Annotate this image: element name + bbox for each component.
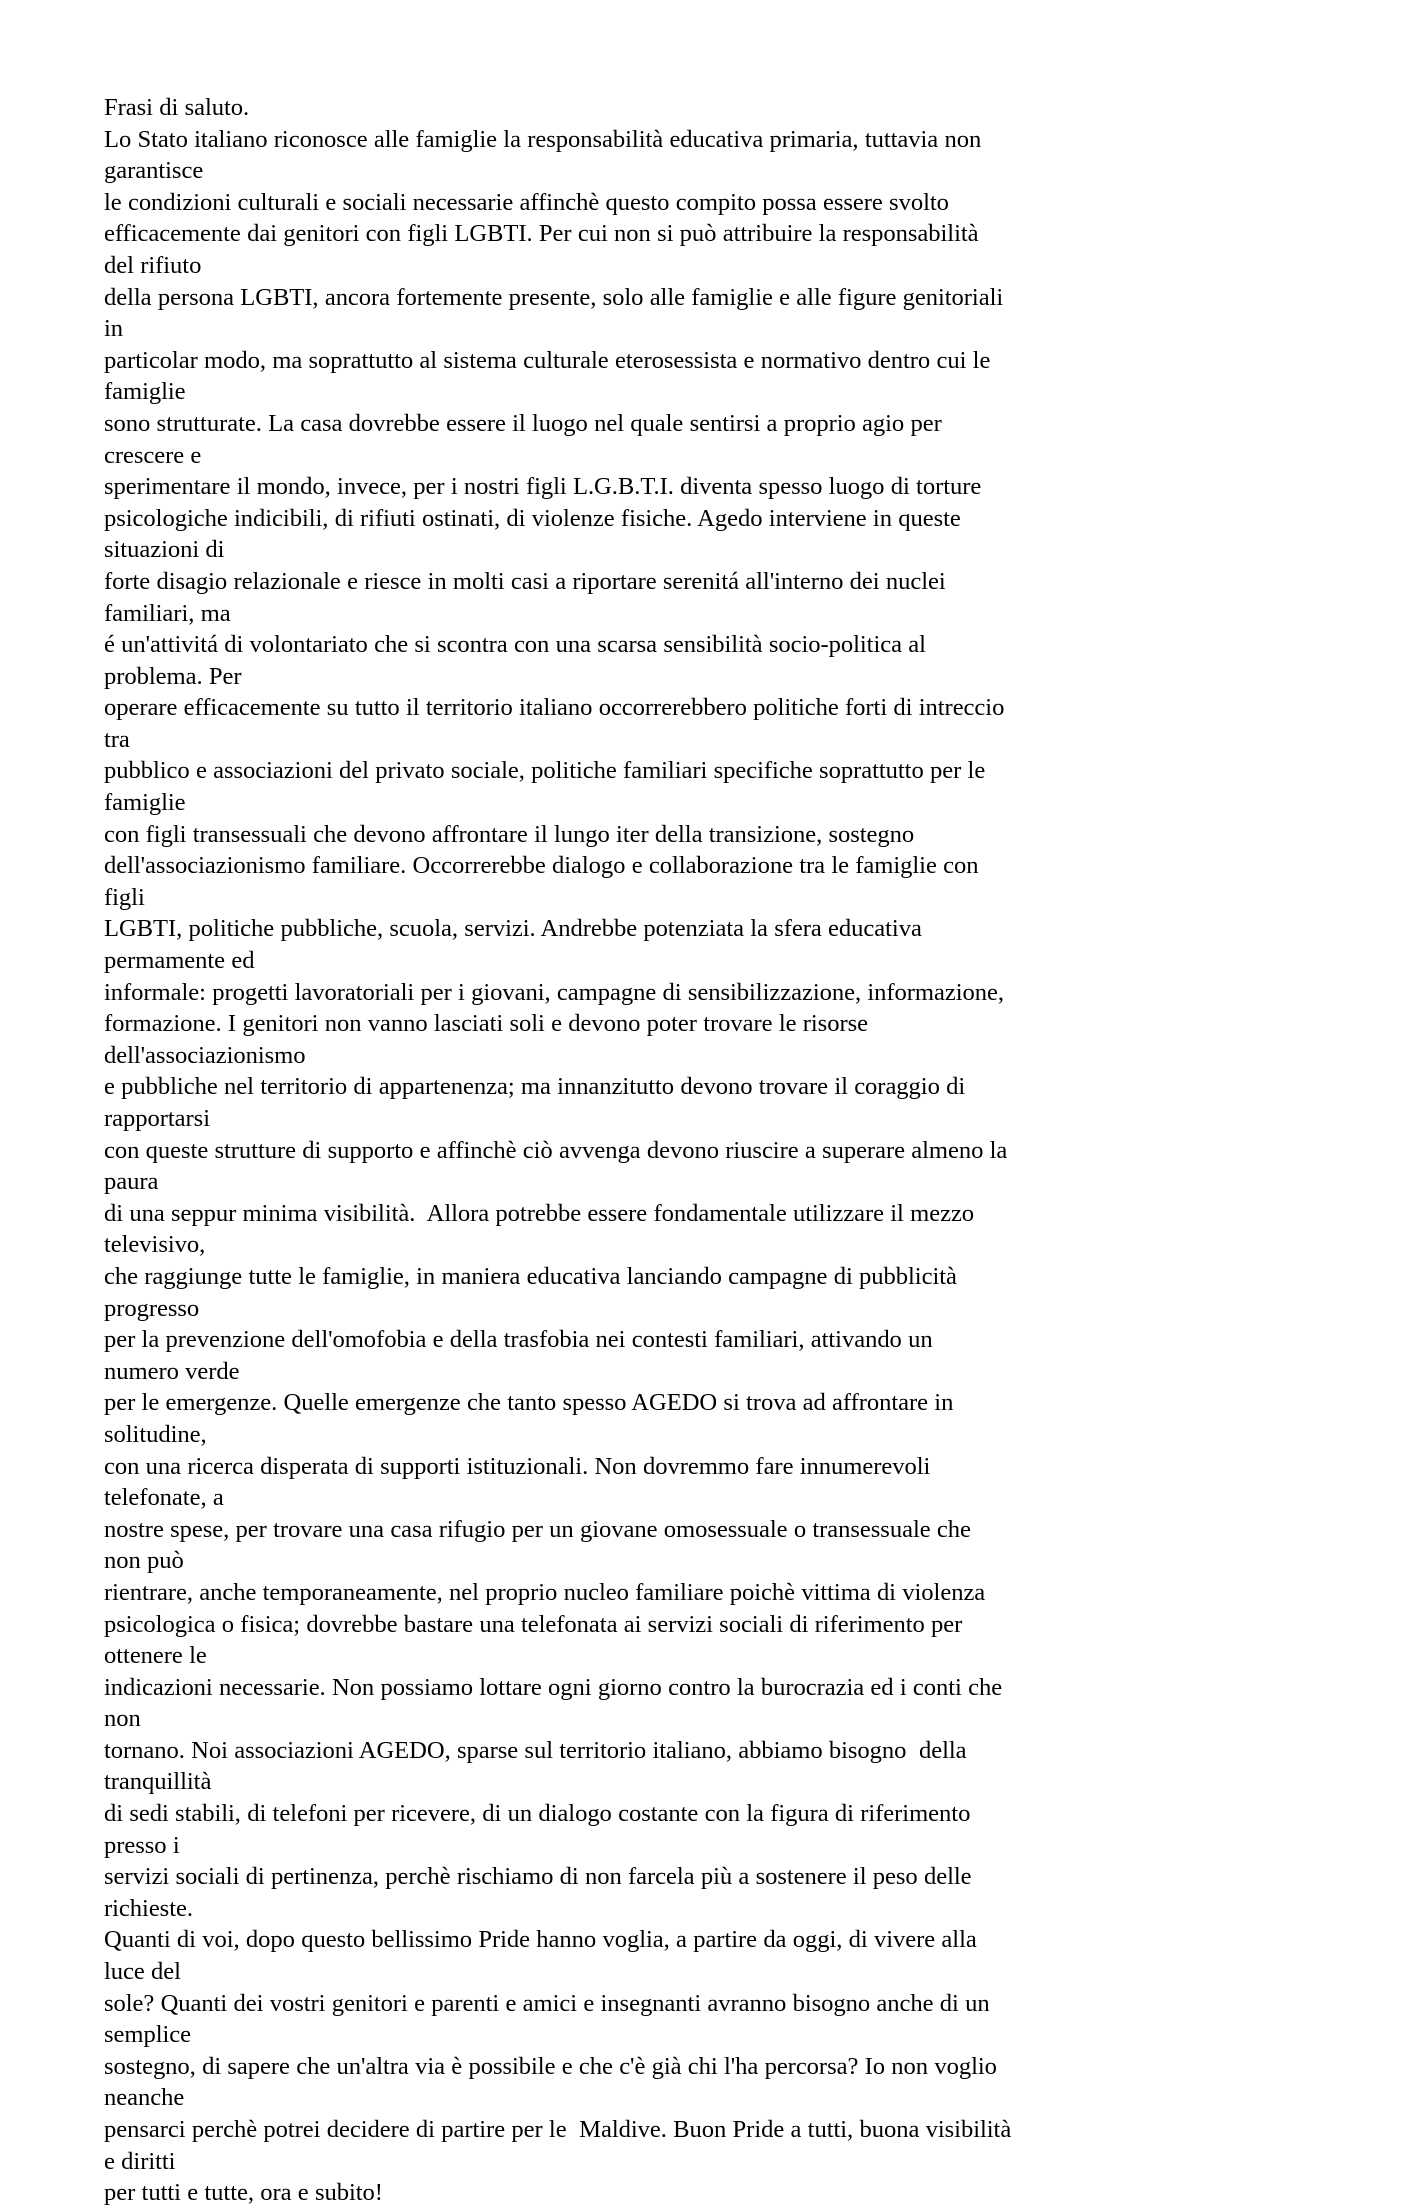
paragraph-line: sperimentare il mondo, invece, per i nostri figli L.G.B.T.I. diventa spesso luogo di torture [104,473,982,501]
paragraph-line: per la prevenzione dell'omofobia e della trasfobia nei contesti familiari, attivando un numero verde [104,1326,939,1385]
paragraph-line: LGBTI, politiche pubbliche, scuola, servizi. Andrebbe potenziata la sfera educativa permamente ed [104,915,929,975]
paragraph-line: forte disagio relazionale e riesce in molti casi a riportare serenitá all'interno dei nuclei familiari, ma [104,567,952,627]
paragraph-line: é un'attivitá di volontariato che si scontra con una scarsa sensibilità socio-politica al problema. Per [104,631,933,690]
paragraph-line: Quanti di voi, dopo questo bellissimo Pride hanno voglia, a partire da oggi, di vivere alla luce del [104,1926,984,1986]
paragraph-line: le condizioni culturali e sociali necessarie affinchè questo compito possa essere svolto [104,188,949,216]
paragraph-line: informale: progetti lavoratoriali per i giovani, campagne di sensibilizzazione, informazione, [104,978,1004,1006]
paragraph-line: per tutti e tutte, ora e subito! [104,2179,383,2207]
paragraph-line: per le emergenze. Quelle emergenze che tanto spesso AGEDO si trova ad affrontare in solitudine, [104,1389,960,1448]
paragraph-line: e pubbliche nel territorio di appartenenza; ma innanzitutto devono trovare il coraggio di rapportarsi [104,1073,972,1132]
paragraph-line: con figli transessuali che devono affrontare il lungo iter della transizione, sostegno [104,820,915,848]
paragraph-line: che raggiunge tutte le famiglie, in maniera educativa lanciando campagne di pubblicità progresso [104,1262,964,1322]
paragraph-line: con una ricerca disperata di supporti istituzionali. Non dovremmo fare innumerevoli telefonate, a [104,1452,937,1512]
paragraph-line: servizi sociali di pertinenza, perchè rischiamo di non farcela più a sostenere il peso delle richieste. [104,1863,978,1922]
paragraph-line: formazione. I genitori non vanno lasciati soli e devono poter trovare le risorse dell'associazionismo [104,1010,875,1069]
paragraph-line: di una seppur minima visibilità. Allora potrebbe essere fondamentale utilizzare il mezzo televisivo, [104,1199,981,1259]
paragraph-line: Frasi di saluto. [104,94,250,121]
paragraph-line: della persona LGBTI, ancora fortemente presente, solo alle famiglie e alle figure genitoriali in [104,283,1010,343]
paragraph-line: nostre spese, per trovare una casa rifugio per un giovane omosessuale o transessuale che non può [104,1515,978,1575]
paragraph-line: sono strutturate. La casa dovrebbe essere il luogo nel quale sentirsi a proprio agio per crescere e [104,409,949,469]
document-text-block [104,92,1018,2209]
paragraph-line: dell'associazionismo familiare. Occorrerebbe dialogo e collaborazione tra le famiglie con figli [104,852,985,911]
paragraph-line: di sedi stabili, di telefoni per ricevere, di un dialogo costante con la figura di riferimento presso i [104,1800,977,1859]
paragraph-line: psicologiche indicibili, di rifiuti ostinati, di violenze fisiche. Agedo interviene in queste situazioni di [104,504,968,564]
paragraph-line: pubblico e associazioni del privato sociale, politiche familiari specifiche soprattutto per le famiglie [104,757,992,817]
paragraph-line: rientrare, anche temporaneamente, nel proprio nucleo familiare poichè vittima di violenza [104,1578,986,1606]
paragraph-line: tornano. Noi associazioni AGEDO, sparse sul territorio italiano, abbiamo bisogno della tranquillità [104,1736,973,1796]
paragraph-line: particolar modo, ma soprattutto al sistema culturale eterosessista e normativo dentro cui le famiglie [104,346,997,406]
paragraph-line: efficacemente dai genitori con figli LGBTI. Per cui non si può attribuire la responsabilità del rifiuto [104,220,985,279]
paragraph-line: sole? Quanti dei vostri genitori e parenti e amici e insegnanti avranno bisogno anche di un semplice [104,1989,996,2049]
paragraph-line: con queste strutture di supporto e affinchè ciò avvenga devono riuscire a superare almeno la paura [104,1136,1014,1196]
paragraph-line: Lo Stato italiano riconosce alle famiglie la responsabilità educativa primaria, tuttavia non garantisce [104,125,988,185]
paragraph-line: sostegno, di sapere che un'altra via è possibile e che c'è già chi l'ha percorsa? Io non voglio neanche [104,2052,1004,2112]
paragraph-line: psicologica o fisica; dovrebbe bastare una telefonata ai servizi sociali di riferimento per ottenere le [104,1610,969,1670]
paragraph-line: operare efficacemente su tutto il territorio italiano occorrerebbero politiche forti di intreccio tra [104,694,1011,753]
paragraph-line: indicazioni necessarie. Non possiamo lottare ogni giorno contro la burocrazia ed i conti che non [104,1673,1009,1733]
paragraph-line: pensarci perchè potrei decidere di partire per le Maldive. Buon Pride a tutti, buona visibilità e diritti [104,2116,1018,2175]
